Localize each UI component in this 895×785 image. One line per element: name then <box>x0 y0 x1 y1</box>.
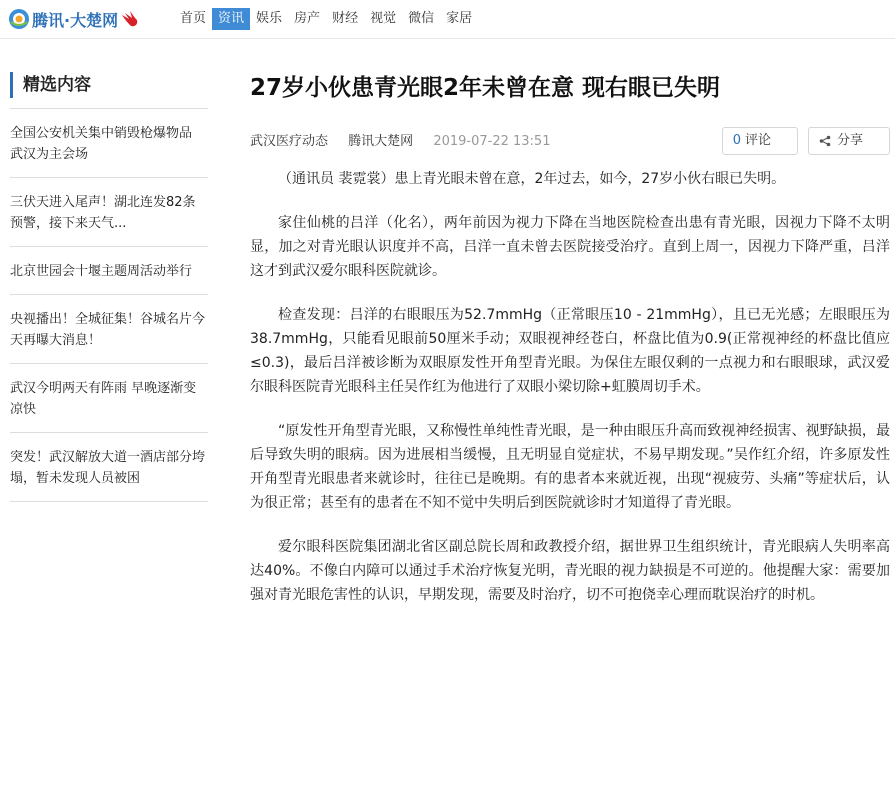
logo-text: 腾讯·大楚网 <box>32 10 119 30</box>
phoenix-icon <box>120 9 140 29</box>
sidebar-item[interactable]: 三伏天进入尾声！湖北连发82条预警，接下来天气... <box>10 178 208 247</box>
share-button[interactable] <box>808 127 890 155</box>
sidebar-title: 精选内容 <box>10 72 208 98</box>
sidebar-item[interactable]: 武汉今明两天有阵雨 早晚逐渐变凉快 <box>10 364 208 433</box>
sidebar-featured <box>10 72 208 502</box>
article-paragraph: “原发性开角型青光眼，又称慢性单纯性青光眼，是一种由眼压升高而致视神经损害、视野缺损，最后导致失明的眼病。因为进展相当缓慢，且无明显自觉症状，不易早期发现。”吴作红介绍，许多原发性开角型青光眼患者来就诊时，往往已是晚期。有的患者本来就近视，出现“视疲劳、头痛”等症状后，认为很正常；甚至有的患者在不知不觉中失明后到医院就诊时才知道得了青光眼。 <box>250 423 890 511</box>
article-paragraph: 家住仙桃的吕洋（化名），两年前因为视力下降在当地医院检查出患有青光眼，因视力下降不太明显，加之对青光眼认识度并不高，吕洋一直未曾去医院接受治疗。直到上周一，因视力下降严重，吕洋这才到武汉爱尔眼科医院就诊。 <box>250 215 890 279</box>
nav-item-finance[interactable]: 财经 <box>332 11 359 26</box>
comment-label: 评论 <box>744 133 771 148</box>
sidebar-item[interactable]: 央视播出！全城征集！谷城名片今天再曝大消息！ <box>10 295 208 364</box>
top-bar <box>0 0 895 39</box>
article-date: 2019-07-22 13:51 <box>433 134 551 149</box>
nav-item-wechat[interactable]: 微信 <box>408 11 435 26</box>
nav-item-home[interactable]: 首页 <box>180 11 207 26</box>
article-source[interactable]: 武汉医疗动态 <box>250 134 329 149</box>
nav-item-realestate[interactable]: 房产 <box>294 11 321 26</box>
article <box>250 70 890 627</box>
article-title: 27岁小伙患青光眼2年未曾在意 现右眼已失明 <box>250 75 721 101</box>
article-paragraph: 检查发现：吕洋的右眼眼压为52.7mmHg（正常眼压10 - 21mmHg），且已无光感；左眼眼压为 38.7mmHg，只能看见眼前50厘米手动；双眼视神经苍白，杯盘比值为0.9(正常视神经的杯盘比值应≤0.3)，最后吕洋被诊断为双眼原发性开角型青光眼。为保住左眼仅剩的一点视力和右眼眼球，武汉爱尔眼科医院青光眼科主任吴作红为他进行了双眼小梁切除+虹膜周切手术。 <box>250 307 890 395</box>
nav-item-entertainment[interactable]: 娱乐 <box>256 11 283 26</box>
article-body <box>250 167 890 607</box>
article-paragraph: （通讯员 裴霓裳）患上青光眼未曾在意，2年过去，如今，27岁小伙右眼已失明。 <box>278 171 786 187</box>
sidebar-item[interactable]: 北京世园会十堰主题周活动举行 <box>10 247 208 295</box>
article-site[interactable]: 腾讯大楚网 <box>348 134 414 149</box>
share-label: 分享 <box>836 133 863 148</box>
article-paragraph: 爱尔眼科医院集团湖北省区副总院长周和政教授介绍，据世界卫生组织统计，青光眼病人失明率高达40%。不像白内障可以通过手术治疗恢复光明，青光眼的视力缺损是不可逆的。他提醒大家：需要加强对青光眼危害性的认识，早期发现，需要及时治疗，切不可抱侥幸心理而耽误治疗的时机。 <box>250 539 890 603</box>
share-icon <box>819 135 831 147</box>
tencent-logo-icon <box>8 8 30 30</box>
sidebar-item[interactable]: 全国公安机关集中销毁枪爆物品 武汉为主会场 <box>10 109 208 178</box>
article-actions <box>712 127 890 155</box>
comment-button[interactable] <box>722 127 798 155</box>
sidebar-item[interactable]: 突发！武汉解放大道一酒店部分垮塌，暂未发现人员被困 <box>10 433 208 502</box>
nav-item-home-decor[interactable]: 家居 <box>446 11 473 26</box>
comment-count: 0 <box>732 133 741 148</box>
article-meta <box>250 127 890 157</box>
main-nav <box>174 8 478 30</box>
nav-item-news[interactable]: 资讯 <box>212 8 250 30</box>
site-logo[interactable] <box>8 6 140 32</box>
nav-item-visual[interactable]: 视觉 <box>370 11 397 26</box>
